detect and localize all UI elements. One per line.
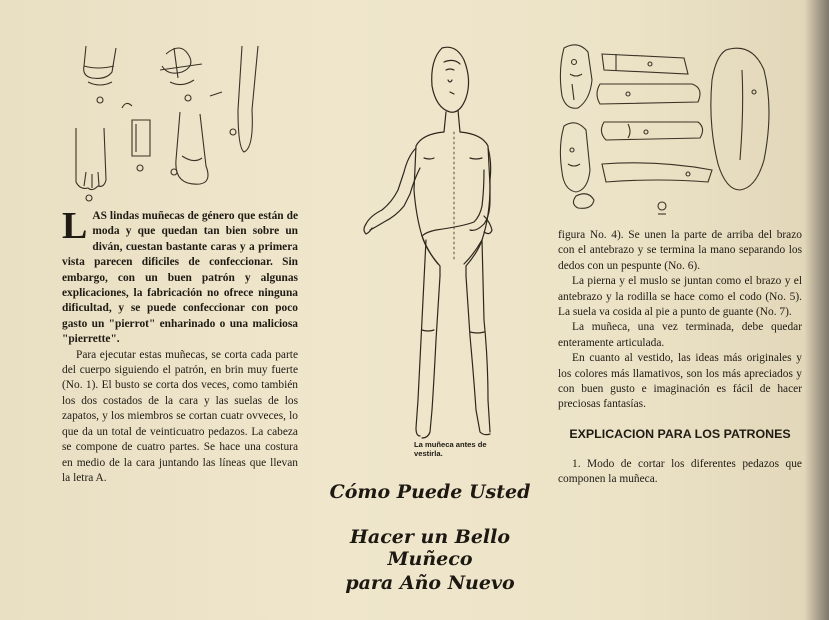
- left-column: [62, 40, 298, 486]
- intro-lead-text: AS lindas muñecas de género que están de moda y que quedan tan bien sobre un diván, cuestan bastante caras y a primera vista parecen dificiles de confeccionar. Sin embargo, con un buen patrón y algunas explicaciones, la fabricación no ofrece ninguna dificultad, y se puede confeccionar con poco gasto un "pierrot" enharinado o una maliciosa "pierrette".: [62, 210, 298, 346]
- right-paragraph-4: En cuanto al vestido, las ideas más originales y los colores más llamativos, son los más apreciados y con buen gusto e imaginación es fácil de hacer preciosas fantasías.: [558, 352, 802, 411]
- body-pattern-illustration: [558, 40, 802, 222]
- explanation-item-1: 1. Modo de cortar los diferentes pedazos que componen la muñeca.: [558, 457, 802, 486]
- right-paragraph-2: La pierna y el muslo se juntan como el brazo y el antebrazo y la rodilla se hace como el codo (No. 5). La suela va cosida al pie a punto de guante (No. 7).: [558, 275, 802, 319]
- pattern-illustrations-left: [62, 40, 298, 205]
- figure-caption: La muñeca antes de vestirla.: [414, 440, 487, 458]
- headline-line-2: Hacer un Bello Muñeco: [349, 526, 511, 570]
- hand-arm-pattern-illustration: [62, 40, 298, 205]
- section-heading: EXPLICACION PARA LOS PATRONES: [569, 426, 791, 441]
- right-paragraph-3: La muñeca, una vez terminada, debe quedar enteramente articulada.: [558, 321, 802, 349]
- doll-figure-illustration: [304, 40, 554, 480]
- explanation-text: [558, 457, 802, 488]
- continued-text: [558, 228, 802, 413]
- headline-line-1: Cómo Puede Usted: [329, 481, 531, 503]
- right-paragraph-1: figura No. 4). Se unen la parte de arriba del brazo con el antebrazo y se termina la mano separando los dedos con un pespunte (No. 6).: [558, 229, 802, 272]
- right-column: [558, 40, 802, 488]
- headline-line-3: para Año Nuevo: [345, 572, 515, 594]
- method-paragraph: Para ejecutar estas muñecas, se corta cada parte del cuerpo siguiendo el patrón, en brin muy fuerte (No. 1). El busto se corta dos veces, como también los dos costados de la cara y las suelas de los zapatos, y los miembros se cortan cuatr ovveces, lo que da un total de veinticuatro pedazos. La cabeza se compone de cuatro partes. Se hace una costura en medio de la cara juntando las líneas que llevan la letra A.: [62, 348, 298, 484]
- intro-paragraph: [62, 205, 298, 348]
- middle-column: [304, 40, 554, 484]
- drop-cap: L: [62, 205, 88, 247]
- intro-text: [62, 205, 298, 486]
